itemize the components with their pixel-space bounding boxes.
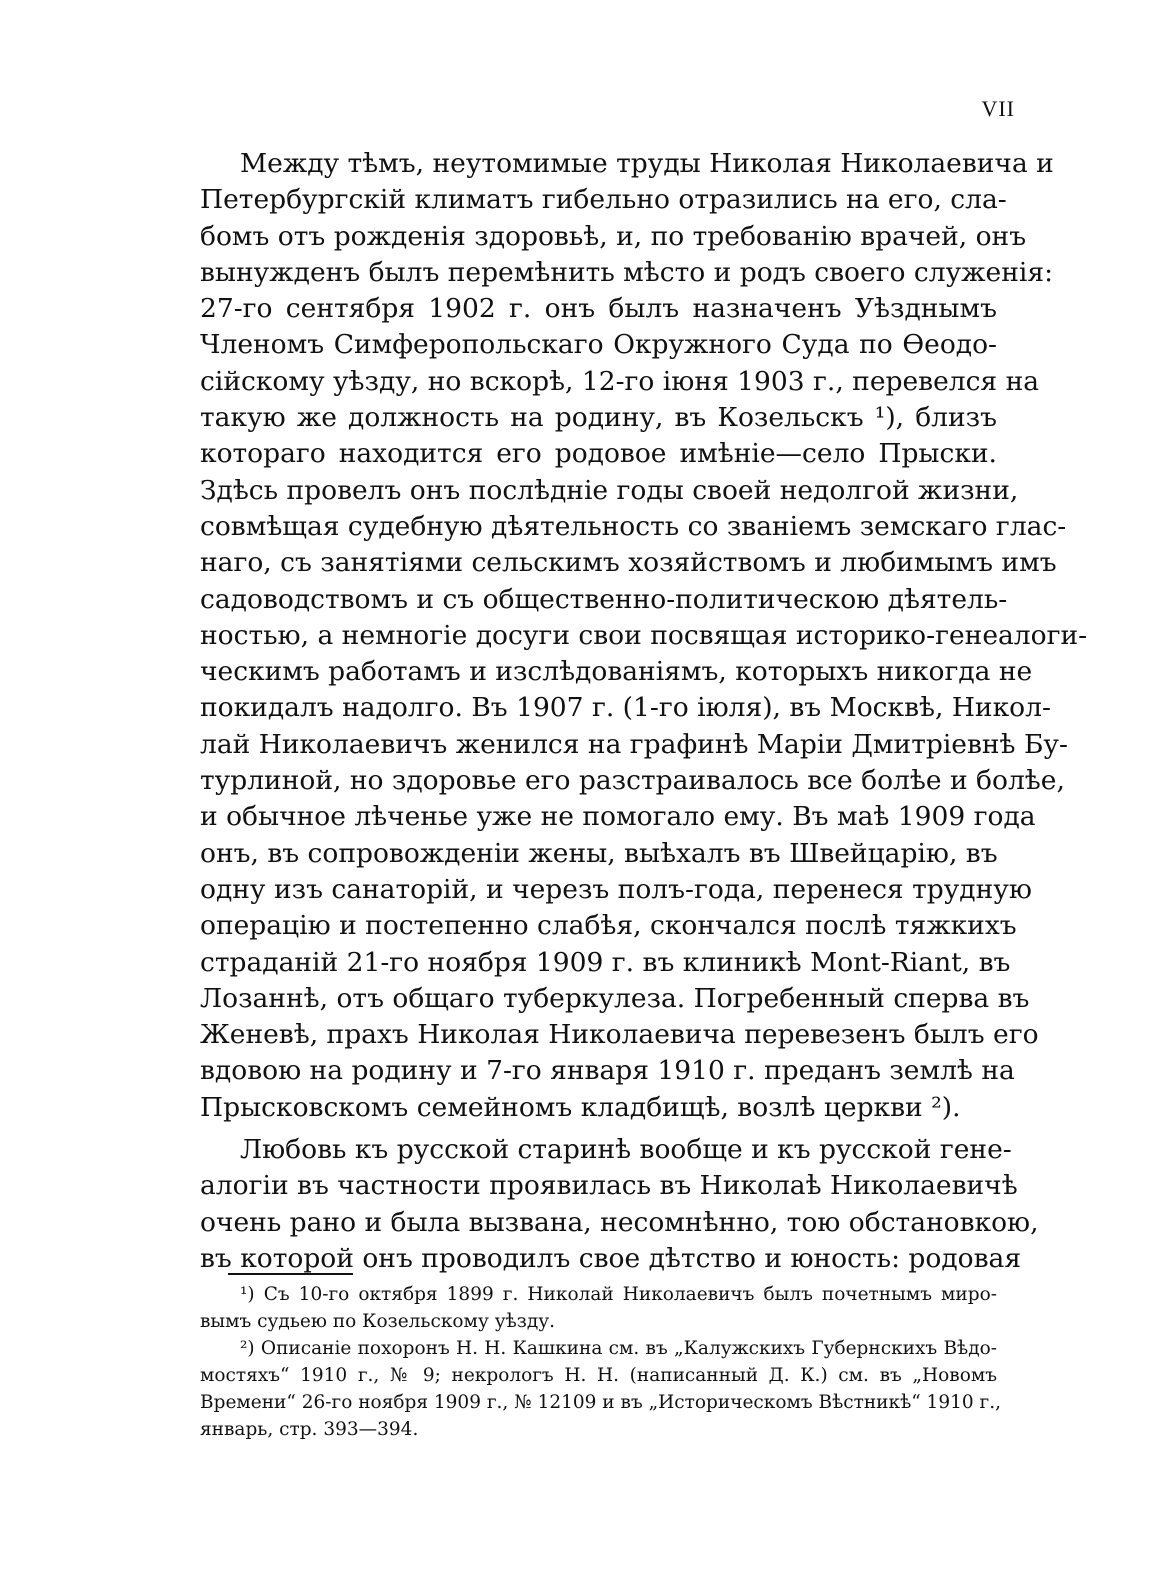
- footnote-line: Времени“ 26-го ноября 1909 г., № 12109 и въ „Историческомъ Вѣстникѣ“ 1910 г.,: [200, 1392, 1001, 1413]
- text-line: Прысковскомъ семейномъ кладбищѣ, возлѣ церкви ²).: [200, 1091, 961, 1123]
- text-line: турлиной, но здоровье его разстраивалось все болѣе и болѣе,: [200, 765, 1065, 797]
- footnote-line: ²) Описаніе похоронъ Н. Н. Кашкина см. въ „Калужскихъ Губернскихъ Вѣдо-: [240, 1338, 997, 1359]
- text-line: Здѣсь провелъ онъ послѣдніе годы своей недолгой жизни,: [200, 474, 1019, 506]
- footnotes: [200, 1281, 1001, 1443]
- footnote-1: [200, 1281, 997, 1335]
- text-line: Между тѣмъ, неутомимые труды Николая Николаевича и: [240, 148, 1054, 179]
- text-line: въ которой онъ проводилъ свое дѣтство и юность: родовая: [200, 1242, 1022, 1274]
- text-line: Членомъ Симферопольскаго Окружного Суда по Ѳеодо-: [200, 329, 997, 361]
- main-text: [200, 146, 1088, 1277]
- text-line: Женевѣ, прахъ Николая Николаевича перевезенъ былъ его: [200, 1019, 1039, 1051]
- text-line: совмѣщая судебную дѣятельность со званіемъ земскаго глас-: [200, 510, 1067, 542]
- footnote-2: [200, 1335, 1001, 1443]
- paragraph-1: [200, 146, 1088, 1126]
- footnote-line: ¹) Съ 10-го октября 1899 г. Николай Николаевичъ былъ почетнымъ миро-: [240, 1284, 997, 1305]
- text-line: Лозаннѣ, отъ общаго туберкулеза. Погребенный сперва въ: [200, 982, 1030, 1014]
- text-line: садоводствомъ и съ общественно-политическою дѣятель-: [200, 583, 1008, 615]
- text-line: котораго находится его родовое имѣніе—село Прыски.: [200, 438, 997, 470]
- text-line: такую же должность на родину, въ Козельскъ ¹), близъ: [200, 402, 997, 434]
- text-line: Любовь къ русской старинѣ вообще и къ русской гене-: [240, 1134, 1012, 1166]
- footnote-line: вымъ судьею по Козельскому уѣзду.: [200, 1311, 555, 1332]
- text-line: одну изъ санаторій, и черезъ полъ-года, перенеся трудную: [200, 873, 1032, 905]
- text-line: и обычное лѣченье уже не помогало ему. Въ маѣ 1909 года: [200, 801, 1036, 833]
- text-line: Петербургскій климатъ гибельно отразились на его, сла-: [200, 184, 1007, 216]
- text-line: вынужденъ былъ перемѣнить мѣсто и родъ своего служенія:: [200, 256, 1054, 288]
- footnote-line: январь, стр. 393—394.: [200, 1419, 419, 1440]
- text-line: вдовою на родину и 7-го января 1910 г. преданъ землѣ на: [200, 1055, 1015, 1087]
- text-line: лай Николаевичъ женился на графинѣ Маріи Дмитріевнѣ Бу-: [200, 728, 1068, 760]
- footnote-divider: [228, 1273, 353, 1275]
- paragraph-2: [200, 1132, 1039, 1277]
- text-line: 27-го сентября 1902 г. онъ былъ назначенъ Уѣзднымъ: [200, 293, 997, 325]
- text-line: онъ, въ сопровожденіи жены, выѣхалъ въ Швейцарію, въ: [200, 837, 998, 869]
- text-line: страданій 21-го ноября 1909 г. въ клиникѣ Mont-Riant, въ: [200, 946, 1011, 978]
- text-line: очень рано и была вызвана, несомнѣнно, тою обстановкою,: [200, 1206, 1039, 1238]
- text-line: ностью, а немногіе досуги свои посвящая историко-генеалоги-: [200, 619, 1088, 651]
- text-line: сійскому уѣзду, но вскорѣ, 12-го іюня 1903 г., перевелся на: [200, 365, 1040, 397]
- text-line: бомъ отъ рожденія здоровьѣ, и, по требованію врачей, онъ: [200, 220, 1027, 252]
- page-number: VII: [981, 96, 1015, 121]
- text-line: ческимъ работамъ и изслѣдованіямъ, которыхъ никогда не: [200, 656, 1033, 688]
- text-line: алогіи въ частности проявилась въ Николаѣ Николаевичѣ: [200, 1170, 1018, 1202]
- text-line: покидалъ надолго. Въ 1907 г. (1-го іюля), въ Москвѣ, Никол-: [200, 692, 1051, 724]
- text-line: наго, съ занятіями сельскимъ хозяйствомъ и любимымъ имъ: [200, 547, 1057, 579]
- text-line: операцію и постепенно слабѣя, скончался послѣ тяжкихъ: [200, 910, 1017, 942]
- footnote-line: мостяхъ“ 1910 г., № 9; некрологъ Н. Н. (написанный Д. К.) см. въ „Новомъ: [200, 1365, 997, 1386]
